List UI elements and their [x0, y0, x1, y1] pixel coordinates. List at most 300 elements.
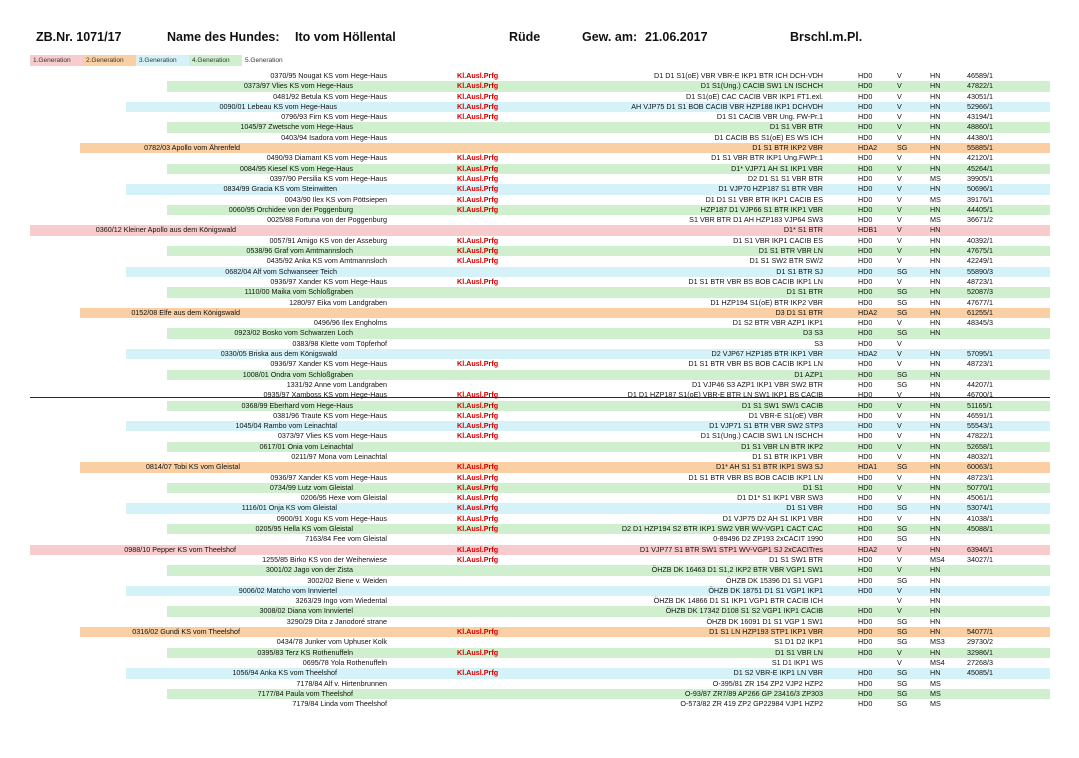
titles-cell: S3 [814, 338, 823, 348]
dog-name-cell: 0814/07 Tobi KS vom Gleistal [145, 462, 240, 472]
form-cell: SG [897, 524, 908, 534]
ref-cell: 60063/1 [967, 462, 993, 472]
ausl-prfg-cell: Kl.Ausl.Prfg [457, 390, 499, 400]
pedigree-row [30, 122, 1050, 132]
ref-cell: 41038/1 [967, 513, 993, 523]
dog-name-cell: 0936/97 Xander KS vom Hege-Haus [270, 276, 387, 286]
ausl-prfg-cell: Kl.Ausl.Prfg [457, 482, 499, 492]
dog-name-cell: 0935/97 Xamboss KS vom Hege-Haus [263, 390, 387, 400]
ausl-prfg-cell: Kl.Ausl.Prfg [457, 153, 499, 163]
titles-cell: D1 VJP70 HZP187 S1 BTR VBR [718, 184, 823, 194]
dog-name-cell: 0834/99 Gracia KS vom Steinwitten [223, 184, 337, 194]
dog-name-cell: 9006/02 Matcho vom Innviertel [238, 585, 337, 595]
hd-cell: HDA2 [858, 349, 878, 359]
pedigree-row [30, 534, 1050, 544]
pedigree-row [30, 658, 1050, 668]
hn-cell: HN [930, 606, 941, 616]
ausl-prfg-cell: Kl.Ausl.Prfg [457, 235, 499, 245]
hn-cell: HN [930, 472, 941, 482]
dog-name-cell: 0205/95 Hella KS vom Gleistal [255, 524, 353, 534]
titles-cell: D1 HZP194 S1(oE) BTR IKP2 VBR [710, 297, 823, 307]
pedigree-row [30, 153, 1050, 163]
hd-cell: HD0 [858, 554, 873, 564]
birth-label: Gew. am: [582, 30, 638, 44]
birth-date: 21.06.2017 [645, 30, 708, 44]
ausl-prfg-cell: Kl.Ausl.Prfg [457, 544, 499, 554]
form-cell: V [897, 215, 902, 225]
hn-cell: HN [930, 596, 941, 606]
titles-cell: O-93/87 ZR7/89 AP266 GP 23416/3 ZP303 [684, 688, 823, 698]
dog-name-cell: 0373/97 Vlies KS vom Hege-Haus [243, 81, 353, 91]
titles-cell: HZP187 D1 VJP66 S1 BTR IKP1 VBR [700, 204, 823, 214]
form-cell: V [897, 256, 902, 266]
hn-cell: HN [930, 390, 941, 400]
form-cell: V [897, 71, 902, 80]
hn-cell: HN [930, 287, 941, 297]
pedigree-row [30, 370, 1050, 380]
hn-cell: HN [930, 410, 941, 420]
titles-cell: D1 S2 VBR-E IKP1 LN VBR [733, 668, 823, 678]
ref-cell: 29730/2 [967, 637, 993, 647]
ausl-prfg-cell: Kl.Ausl.Prfg [457, 91, 499, 101]
pedigree-row [30, 143, 1050, 153]
form-cell: SG [897, 637, 908, 647]
ref-cell: 47675/1 [967, 246, 993, 256]
ausl-prfg-cell: Kl.Ausl.Prfg [457, 524, 499, 534]
pedigree-row [30, 421, 1050, 431]
hd-cell: HD0 [858, 472, 873, 482]
form-cell: SG [897, 307, 908, 317]
legend-gen-5: 5.Generation [242, 55, 297, 66]
titles-cell: ÖHZB DK 16091 D1 S1 VGP 1 SW1 [706, 616, 823, 626]
ausl-prfg-cell: Kl.Ausl.Prfg [457, 71, 499, 80]
hd-cell: HD0 [858, 524, 873, 534]
dog-name-cell: 0435/92 Anka KS vom Amtmannsloch [266, 256, 387, 266]
dog-name-cell: 1331/92 Anne vom Landgraben [286, 379, 387, 389]
titles-cell: D1* AH S1 S1 BTR IKP1 SW3 SJ [715, 462, 823, 472]
ausl-prfg-cell: Kl.Ausl.Prfg [457, 421, 499, 431]
pedigree-row [30, 462, 1050, 472]
hn-cell: HN [930, 328, 941, 338]
form-cell: V [897, 410, 902, 420]
hd-cell: HD0 [858, 513, 873, 523]
pedigree-row [30, 205, 1050, 215]
titles-cell: D1 S1 SW1 BTR [769, 554, 823, 564]
form-cell: V [897, 235, 902, 245]
ref-cell: 42120/1 [967, 153, 993, 163]
ref-cell: 52658/1 [967, 441, 993, 451]
ref-cell: 43051/1 [967, 91, 993, 101]
form-cell: V [897, 246, 902, 256]
dog-name-cell: 3002/02 Biene v. Weiden [307, 575, 387, 585]
form-cell: SG [897, 678, 908, 688]
dog-name-cell: 0211/97 Mona vom Leinachtal [291, 451, 387, 461]
dog-name-cell: 3001/02 Jago von der Zista [265, 565, 353, 575]
pedigree-row [30, 92, 1050, 102]
form-cell: SG [897, 369, 908, 379]
hd-cell: HD0 [858, 338, 873, 348]
ref-cell: 48032/1 [967, 451, 993, 461]
ausl-prfg-cell: Kl.Ausl.Prfg [457, 431, 499, 441]
ref-cell: 52966/1 [967, 101, 993, 111]
hn-cell: HN [930, 204, 941, 214]
ref-cell: 47822/1 [967, 81, 993, 91]
pedigree-row [30, 174, 1050, 184]
ref-cell: 47822/1 [967, 431, 993, 441]
hd-cell: HD0 [858, 287, 873, 297]
pedigree-row [30, 380, 1050, 390]
hd-cell: HD0 [858, 359, 873, 369]
form-cell: V [897, 482, 902, 492]
ausl-prfg-cell: Kl.Ausl.Prfg [457, 81, 499, 91]
dog-name-cell: 0090/01 Lebeau KS vom Hege-Haus [219, 101, 337, 111]
pedigree-row [30, 411, 1050, 421]
ausl-prfg-cell: Kl.Ausl.Prfg [457, 410, 499, 420]
form-cell: V [897, 647, 902, 657]
legend-gen-2: 2.Generation [83, 55, 138, 66]
titles-cell: D1 CACIB BS S1(oE) ES WS ICH [714, 132, 823, 142]
form-cell: SG [897, 143, 908, 153]
hn-cell: MS3 [930, 637, 945, 647]
hn-cell: HN [930, 668, 941, 678]
ref-cell: 50696/1 [967, 184, 993, 194]
hd-cell: HD0 [858, 451, 873, 461]
pedigree-row [30, 545, 1050, 555]
hd-cell: HD0 [858, 246, 873, 256]
ref-cell: 61255/1 [967, 307, 993, 317]
hd-cell: HD0 [858, 493, 873, 503]
titles-cell: D1 S1 BTR VBR BS BOB CACIB IKP1 LN [688, 276, 823, 286]
pedigree-row [30, 298, 1050, 308]
hd-cell: HD0 [858, 678, 873, 688]
titles-cell: D1 S1 VBR BTR IKP1 Ung.FWPr.1 [711, 153, 823, 163]
ausl-prfg-cell: Kl.Ausl.Prfg [457, 246, 499, 256]
dog-name-cell: 0206/95 Hexe vom Gleistal [300, 493, 387, 503]
pedigree-row [30, 225, 1050, 235]
pedigree-row [30, 555, 1050, 565]
titles-cell: ÖHZB DK 15396 D1 S1 VGP1 [725, 575, 823, 585]
titles-cell: D1* S1 BTR [783, 225, 823, 235]
form-cell: V [897, 225, 902, 235]
dog-name-cell: 0060/95 Orchidee von der Poggenburg [228, 204, 353, 214]
dog-name-cell: 0682/04 Alf vom Schwanseer Teich [225, 266, 337, 276]
hd-cell: HD0 [858, 699, 873, 709]
hn-cell: HN [930, 307, 941, 317]
hd-cell: HD0 [858, 101, 873, 111]
form-cell: V [897, 554, 902, 564]
ref-cell: 52087/3 [967, 287, 993, 297]
hn-cell: HN [930, 400, 941, 410]
pedigree-row [30, 627, 1050, 637]
hn-cell: HN [930, 297, 941, 307]
dog-name-cell: 0316/02 Gundi KS vom Theelshof [132, 627, 240, 637]
ausl-prfg-cell: Kl.Ausl.Prfg [457, 462, 499, 472]
titles-cell: D1 S1 VBR LN [775, 647, 823, 657]
form-cell: V [897, 657, 902, 667]
hn-cell: HN [930, 544, 941, 554]
ausl-prfg-cell: Kl.Ausl.Prfg [457, 503, 499, 513]
form-cell: SG [897, 462, 908, 472]
form-cell: V [897, 349, 902, 359]
hn-cell: HN [930, 235, 941, 245]
legend-gen-4: 4.Generation [189, 55, 244, 66]
pedigree-row [30, 679, 1050, 689]
hd-cell: HD0 [858, 122, 873, 132]
pedigree-row [30, 576, 1050, 586]
ref-cell: 48723/1 [967, 359, 993, 369]
ausl-prfg-cell: Kl.Ausl.Prfg [457, 627, 499, 637]
titles-cell: D1 VBR-E S1(oE) VBR [748, 410, 823, 420]
pedigree-row [30, 359, 1050, 369]
dog-name: Ito vom Höllental [295, 30, 396, 44]
ref-cell: 43194/1 [967, 112, 993, 122]
hn-cell: HN [930, 575, 941, 585]
ref-cell: 32986/1 [967, 647, 993, 657]
zb-number: ZB.Nr. 1071/17 [36, 30, 122, 44]
hd-cell: HD0 [858, 297, 873, 307]
hd-cell: HD0 [858, 390, 873, 400]
titles-cell: O-573/82 ZR 419 ZP2 GP22984 VJP1 HZP2 [680, 699, 823, 709]
pedigree-row [30, 442, 1050, 452]
form-cell: V [897, 91, 902, 101]
pedigree-row [30, 195, 1050, 205]
form-cell: V [897, 338, 902, 348]
dog-name-cell: 0043/90 Ilex KS vom Pöttsiepen [284, 194, 387, 204]
pedigree-row [30, 503, 1050, 513]
titles-cell: AH VJP75 D1 S1 BOB CACIB VBR HZP188 IKP1 DCHVDH [631, 101, 823, 111]
titles-cell: ÖHZB DK 16463 D1 S1,2 IKP2 BTR VBR VGP1 SW1 [651, 565, 823, 575]
titles-cell: D1 S1 BTR VBR LN [758, 246, 823, 256]
hn-cell: HN [930, 256, 941, 266]
form-cell: V [897, 81, 902, 91]
hd-cell: HD0 [858, 688, 873, 698]
dog-name-cell: 0900/91 Xogu KS vom Hege-Haus [276, 513, 387, 523]
hd-cell: HD0 [858, 616, 873, 626]
hn-cell: HN [930, 225, 941, 235]
dog-name-cell: 0057/91 Amigo KS von der Asseburg [269, 235, 387, 245]
hn-cell: HN [930, 616, 941, 626]
ausl-prfg-cell: Kl.Ausl.Prfg [457, 173, 499, 183]
pedigree-row [30, 514, 1050, 524]
pedigree-row [30, 308, 1050, 318]
hn-cell: HN [930, 184, 941, 194]
dog-name-cell: 0782/03 Apollo vom Ährenfeld [144, 143, 240, 153]
dog-name-cell: 0796/93 Firn KS vom Hege-Haus [281, 112, 387, 122]
pedigree-row [30, 277, 1050, 287]
dog-name-cell: 1280/97 Eika vom Landgraben [289, 297, 387, 307]
hd-cell: HD0 [858, 534, 873, 544]
hn-cell: HN [930, 81, 941, 91]
form-cell: V [897, 101, 902, 111]
pedigree-row [30, 483, 1050, 493]
titles-cell: D1 D1* S1 IKP1 VBR SW3 [737, 493, 823, 503]
pedigree-row [30, 236, 1050, 246]
hn-cell: HN [930, 246, 941, 256]
form-cell: V [897, 194, 902, 204]
hd-cell: HD0 [858, 81, 873, 91]
pedigree-row [30, 473, 1050, 483]
titles-cell: D1 S1 VBR LN BTR IKP2 [741, 441, 823, 451]
hn-cell: HN [930, 462, 941, 472]
ref-cell: 44207/1 [967, 379, 993, 389]
ref-cell: 39176/1 [967, 194, 993, 204]
titles-cell: D1 S1 VBR BTR [769, 122, 823, 132]
titles-cell: D1 VJP75 D2 AH S1 IKP1 VBR [722, 513, 823, 523]
dog-name-cell: 7163/84 Fee vom Gleistal [305, 534, 387, 544]
hd-cell: HD0 [858, 215, 873, 225]
titles-cell: ÖHZB DK 17342 D108 S1 S2 VGP1 IKP1 CACIB [665, 606, 823, 616]
ausl-prfg-cell: Kl.Ausl.Prfg [457, 472, 499, 482]
hd-cell: HD0 [858, 328, 873, 338]
ref-cell: 48723/1 [967, 276, 993, 286]
dog-name-cell: 0381/96 Traute KS vom Hege-Haus [273, 410, 387, 420]
hd-cell: HD0 [858, 585, 873, 595]
hd-cell: HD0 [858, 318, 873, 328]
dog-name-cell: 0152/08 Elfe aus dem Königswald [131, 307, 240, 317]
ref-cell: 55543/1 [967, 421, 993, 431]
form-cell: SG [897, 699, 908, 709]
hd-cell: HD0 [858, 647, 873, 657]
hn-cell: HN [930, 369, 941, 379]
hn-cell: HN [930, 482, 941, 492]
form-cell: V [897, 204, 902, 214]
ref-cell: 48723/1 [967, 472, 993, 482]
titles-cell: D1 S1 BTR IKP2 VBR [752, 143, 823, 153]
hd-cell: HD0 [858, 637, 873, 647]
ref-cell: 36671/2 [967, 215, 993, 225]
titles-cell: D1 S1(Ung.) CACIB SW1 LN ISCHCH [700, 81, 823, 91]
titles-cell: D1 AZP1 [794, 369, 823, 379]
ref-cell: 51165/1 [967, 400, 993, 410]
hd-cell: HD0 [858, 503, 873, 513]
dog-name-cell: 1056/94 Anka KS vom Theelshof [232, 668, 337, 678]
form-cell: SG [897, 534, 908, 544]
titles-cell: D1 S1 SW1 SW/1 CACIB [741, 400, 823, 410]
legend-gen-1: 1.Generation [30, 55, 85, 66]
hn-cell: HN [930, 524, 941, 534]
ref-cell: 42249/1 [967, 256, 993, 266]
hn-cell: HN [930, 266, 941, 276]
titles-cell: O-395/81 ZR 154 ZP2 VJP2 HZP2 [712, 678, 823, 688]
pedigree-row [30, 606, 1050, 616]
form-cell: V [897, 184, 902, 194]
titles-cell: D1 VJP71 S1 BTR VBR SW2 STP3 [709, 421, 823, 431]
hn-cell: HN [930, 318, 941, 328]
hd-cell: HD0 [858, 194, 873, 204]
dog-name-cell: 0936/97 Xander KS vom Hege-Haus [270, 472, 387, 482]
hd-cell: HD0 [858, 235, 873, 245]
form-cell: V [897, 451, 902, 461]
ref-cell: 45088/1 [967, 524, 993, 534]
titles-cell: D1 S1 VBR IKP1 CACIB ES [733, 235, 823, 245]
pedigree-table [30, 71, 1050, 709]
hn-cell: HN [930, 132, 941, 142]
titles-cell: D1 VJP46 S3 AZP1 IKP1 VBR SW2 BTR [691, 379, 823, 389]
ref-cell: 34027/1 [967, 554, 993, 564]
ausl-prfg-cell: Kl.Ausl.Prfg [457, 256, 499, 266]
titles-cell: D2 VJP67 HZP185 BTR IKP1 VBR [711, 349, 823, 359]
hd-cell: HD0 [858, 163, 873, 173]
titles-cell: D1 D1 HZP187 S1(oE) VBR-E BTR LN SW1 IKP1 BS CACIB [627, 390, 823, 400]
hn-cell: MS [930, 688, 941, 698]
pedigree-row [30, 71, 1050, 81]
form-cell: SG [897, 328, 908, 338]
dog-name-cell: 1116/01 Onja KS vom Gleistal [241, 503, 337, 513]
hn-cell: HN [930, 276, 941, 286]
titles-cell: D3 D1 S1 BTR [775, 307, 823, 317]
hd-cell: HDB1 [858, 225, 878, 235]
titles-cell: D1 S1(oE) CAC CACIB VBR IKP1 FT1.exl. [685, 91, 823, 101]
hd-cell: HD0 [858, 606, 873, 616]
hn-cell: MS [930, 699, 941, 709]
titles-cell: D1 S1 BTR SJ [776, 266, 823, 276]
pedigree-row [30, 699, 1050, 709]
hn-cell: MS [930, 678, 941, 688]
ref-cell: 47677/1 [967, 297, 993, 307]
hd-cell: HD0 [858, 276, 873, 286]
hd-cell: HDA2 [858, 544, 878, 554]
ausl-prfg-cell: Kl.Ausl.Prfg [457, 184, 499, 194]
form-cell: V [897, 565, 902, 575]
hn-cell: HN [930, 627, 941, 637]
pedigree-row [30, 133, 1050, 143]
hd-cell: HD0 [858, 565, 873, 575]
hn-cell: HN [930, 647, 941, 657]
dog-name-cell: 0695/78 Yola Rothenuffeln [302, 657, 387, 667]
hn-cell: HN [930, 441, 941, 451]
form-cell: SG [897, 616, 908, 626]
titles-cell: D2 D1 HZP194 S2 BTR IKP1 SW2 VBR WV-VGP1 CACT CAC [621, 524, 823, 534]
hn-cell: HN [930, 513, 941, 523]
hd-cell: HD0 [858, 400, 873, 410]
hd-cell: HD0 [858, 575, 873, 585]
hd-cell: HD0 [858, 379, 873, 389]
dog-name-cell: 1008/01 Ondra vom Schloßgraben [242, 369, 353, 379]
form-cell: V [897, 421, 902, 431]
pedigree-row [30, 287, 1050, 297]
hd-cell: HD0 [858, 91, 873, 101]
pedigree-row [30, 246, 1050, 256]
hn-cell: MS [930, 215, 941, 225]
ref-cell: 55885/1 [967, 143, 993, 153]
ref-cell: 63946/1 [967, 544, 993, 554]
hn-cell: HN [930, 71, 941, 80]
ref-cell: 45061/1 [967, 493, 993, 503]
hn-cell: MS [930, 173, 941, 183]
form-cell: SG [897, 668, 908, 678]
dog-name-cell: 3290/29 Dita z Janodoré strane [286, 616, 387, 626]
hd-cell: HD0 [858, 482, 873, 492]
ausl-prfg-cell: Kl.Ausl.Prfg [457, 554, 499, 564]
form-cell: V [897, 359, 902, 369]
hn-cell: MS [930, 194, 941, 204]
form-cell: V [897, 318, 902, 328]
pedigree-row [30, 112, 1050, 122]
titles-cell: D1 S1 VBR [786, 503, 823, 513]
pedigree-row [30, 617, 1050, 627]
dog-name-cell: 0490/93 Diamant KS vom Hege-Haus [266, 153, 387, 163]
ref-cell: 50770/1 [967, 482, 993, 492]
pedigree-row [30, 328, 1050, 338]
form-cell: V [897, 544, 902, 554]
dog-name-cell: 7178/84 Alf v. Hirtenbrunnen [296, 678, 387, 688]
hn-cell: HN [930, 379, 941, 389]
titles-cell: ÖHZB DK 14866 D1 S1 IKP1 VGP1 BTR CACIB ICH [653, 596, 823, 606]
pedigree-row [30, 401, 1050, 411]
ausl-prfg-cell: Kl.Ausl.Prfg [457, 359, 499, 369]
form-cell: V [897, 122, 902, 132]
ref-cell: 53074/1 [967, 503, 993, 513]
